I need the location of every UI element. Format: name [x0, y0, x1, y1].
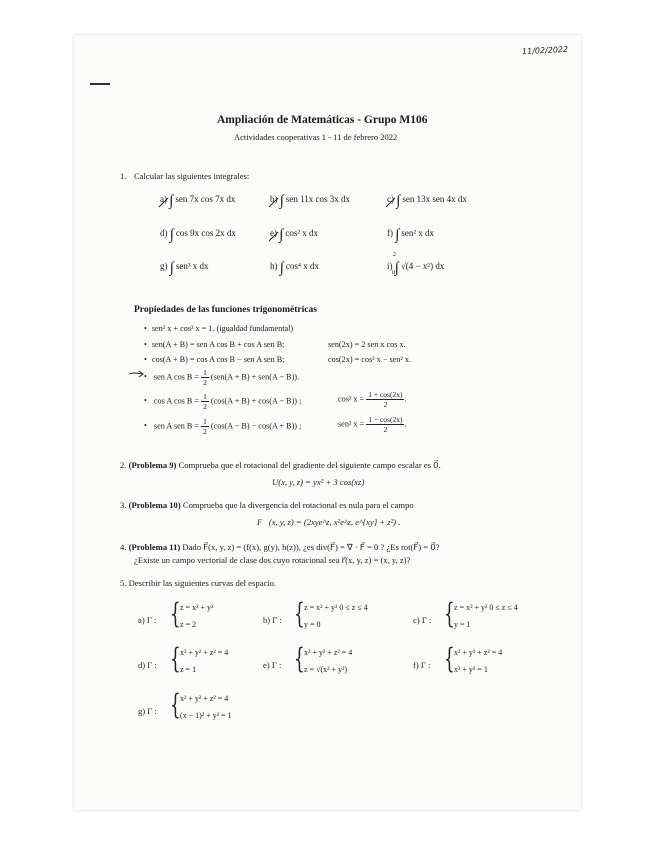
fraction: $\frac{1}{2}$ [203, 417, 207, 436]
product-lhs: sen A sen B = [153, 421, 200, 431]
identity-sin-squared [338, 415, 407, 434]
integral-sign-icon: ∫ [169, 227, 174, 243]
curve-c-system: z = x² + y² 0 ≤ z ≤ 4 y = 1 [454, 603, 518, 629]
integral-label: a) [160, 194, 167, 204]
q1-text: Calcular las siguientes integrales: [134, 171, 250, 181]
q4-line1 [120, 542, 440, 553]
q5 [120, 578, 276, 588]
curve-g-label: g) Γ : [138, 706, 157, 716]
product-lhs: cos A cos B = [153, 396, 200, 406]
q3-equation: F⃗(x, y, z) = (2xye^z, x²e^z, e^{xy} + z²) . [257, 517, 401, 527]
strike-mark-icon [268, 231, 279, 242]
q3-problem-tag: (Problema 10) [128, 500, 181, 510]
curve-c-label: c) Γ : [413, 615, 432, 625]
integral-expr: √(4 − x²) dx [400, 261, 445, 271]
curve-a-system: z = x² + y² z = 2 [180, 603, 214, 629]
integral-expr: cos⁴ x dx [285, 261, 319, 271]
curve-d-system: x² + y² + z² = 4 z = 1 [180, 648, 229, 674]
identity-sin-double: sen(2x) = 2 sen x cos x. [328, 340, 406, 349]
q2-equation: U(x, y, z) = yx² + 3 cos(xz) [272, 477, 365, 487]
curve-e-label: e) Γ : [263, 660, 282, 670]
curve-b-label: b) Γ : [263, 615, 282, 625]
integral-lower-limit: 0 [391, 270, 395, 276]
brace-icon: { [170, 597, 181, 630]
integral-label: h) [270, 261, 278, 271]
q2-problem-tag: (Problema 9) [128, 460, 177, 470]
curve-f-label: f) Γ : [413, 660, 431, 670]
curve-d-label: d) Γ : [138, 660, 157, 670]
integral-expr: cos 9x cos 2x dx [175, 228, 236, 238]
curve-b-system: z = x² + y² 0 ≤ z ≤ 4 y = 0 [304, 603, 368, 629]
integral-a [160, 193, 235, 210]
brace-icon: { [294, 642, 305, 675]
integral-upper-limit: 2 [392, 252, 396, 258]
curve-f-system: x² + y² + z² = 4 x² + y² = 1 [454, 648, 503, 674]
integral-label: f) [387, 228, 393, 238]
product-rhs: (cos(A − B) − cos(A + B)) ; [210, 421, 302, 431]
identity-fundamental: • sen² x + cos² x = 1. (igualdad fundamental) [144, 324, 293, 333]
integral-sign-icon: ∫ [169, 193, 174, 209]
q2-text: Comprueba que el rotacional del gradiente del siguiente campo escalar es 0⃗. [178, 460, 441, 470]
integral-label: e) [270, 228, 277, 238]
brace-icon: { [170, 688, 181, 721]
brace-icon: { [170, 642, 181, 675]
q5-text: Describir las siguientes curvas del espacio. [128, 578, 277, 588]
handwritten-date: 11/02/2022 [521, 44, 569, 57]
integral-label: g) [160, 261, 168, 271]
integral-sign-icon: ∫ [395, 227, 400, 243]
pen-mark [90, 83, 110, 85]
curve-e-system: x² + y² + z² = 4 z = √(x² + y²) [304, 648, 353, 674]
period: . [404, 394, 407, 404]
q3-number: 3. [120, 500, 127, 510]
integral-b [270, 193, 350, 210]
strike-mark-icon [158, 197, 169, 208]
integral-sign-icon: ∫ [279, 260, 284, 276]
q5-number: 5. [120, 578, 127, 588]
integral-label: b) [270, 194, 278, 204]
exam-sheet [74, 35, 581, 810]
q2 [120, 460, 441, 471]
q4-text2: ¿Existe un campo vectorial de clase dos cuyo rotacional sea r⃗(x, y, z) = (x, y, z)? [134, 555, 411, 565]
integral-sign-icon: ∫ [279, 227, 284, 243]
fraction: $\frac{1 + \cos(2x)}{2}$ [368, 390, 403, 409]
q2-number: 2. [120, 460, 127, 470]
integral-label: c) [387, 194, 394, 204]
fraction: $\frac{1}{2}$ [203, 392, 207, 411]
identity-cos-cos-product [144, 392, 301, 411]
q4-problem-tag: (Problema 11) [128, 542, 181, 552]
integral-g [160, 260, 209, 277]
identity-cos-sum: • cos(A + B) = cos A cos B − sen A sen B; [144, 355, 284, 364]
curve-a-label: a) Γ : [138, 615, 157, 625]
integral-label: d) [160, 228, 168, 238]
strike-mark-icon [268, 197, 279, 208]
integral-sign-icon: ∫ [169, 260, 174, 276]
identity-cos-squared [338, 390, 407, 409]
identity-sin-sin-product [144, 417, 301, 436]
product-rhs: (sen(A + B) + sen(A − B)). [210, 372, 300, 382]
product-rhs: (cos(A + B) + cos(A − B)) ; [210, 396, 302, 406]
integral-expr: cos² x dx [285, 228, 319, 238]
q1-number: 1. [120, 171, 127, 181]
integral-h [270, 260, 319, 277]
properties-heading: Propiedades de las funciones trigonométricas [134, 305, 317, 315]
cos-squared-lhs: cos² x = [338, 394, 365, 404]
integral-expr: sen 13x sen 4x dx [402, 194, 467, 204]
page-title: Ampliación de Matemáticas - Grupo M106 [217, 114, 428, 126]
strike-mark-icon [385, 197, 396, 208]
q4-text1: Dado F⃗(x, y, z) = (f(x), g(y), h(z)), ¿es div(F⃗) = ∇ · F⃗ = 0 ? ¿Es rot(F⃗) = 0⃗? [182, 542, 440, 552]
integral-label: i) [387, 261, 393, 271]
integral-expr: sen 11x cos 3x dx [285, 194, 351, 204]
brace-icon: { [444, 597, 455, 630]
q4-number: 4. [120, 542, 127, 552]
identity-sin-cos-product [144, 368, 299, 387]
integral-sign-icon: ∫ [279, 193, 284, 209]
brace-icon: { [444, 642, 455, 675]
integral-sign-icon: ∫ [396, 193, 401, 209]
product-lhs: sen A cos B = [153, 372, 200, 382]
brace-icon: { [294, 597, 305, 630]
integral-sign-icon: ∫ [394, 260, 399, 276]
integral-f [387, 227, 434, 244]
sin-squared-lhs: sen² x = [338, 419, 365, 429]
identity-cos-double: cos(2x) = cos² x − sen² x. [328, 355, 412, 364]
identity-sin-sum: • sen(A + B) = sen A cos B + cos A sen B; [144, 340, 284, 349]
q3-text: Comprueba que la divergencia del rotacional es nula para el campo [182, 500, 414, 510]
integral-expr: sen 7x cos 7x dx [175, 194, 236, 204]
page-subtitle: Actividades cooperativas 1 - 11 de febrero 2022 [234, 132, 398, 142]
q3 [120, 500, 414, 510]
fraction: $\frac{1}{2}$ [203, 368, 207, 387]
integral-expr: sen³ x dx [175, 261, 209, 271]
integral-i [387, 252, 445, 277]
fraction: $\frac{1 - \cos(2x)}{2}$ [368, 415, 403, 434]
curve-g-system: x² + y² + z² = 4 (x − 1)² + y² = 1 [180, 694, 232, 720]
integral-d [160, 227, 236, 244]
integral-c [387, 193, 467, 210]
period: . [404, 419, 407, 429]
integral-expr: sen² x dx [401, 228, 435, 238]
